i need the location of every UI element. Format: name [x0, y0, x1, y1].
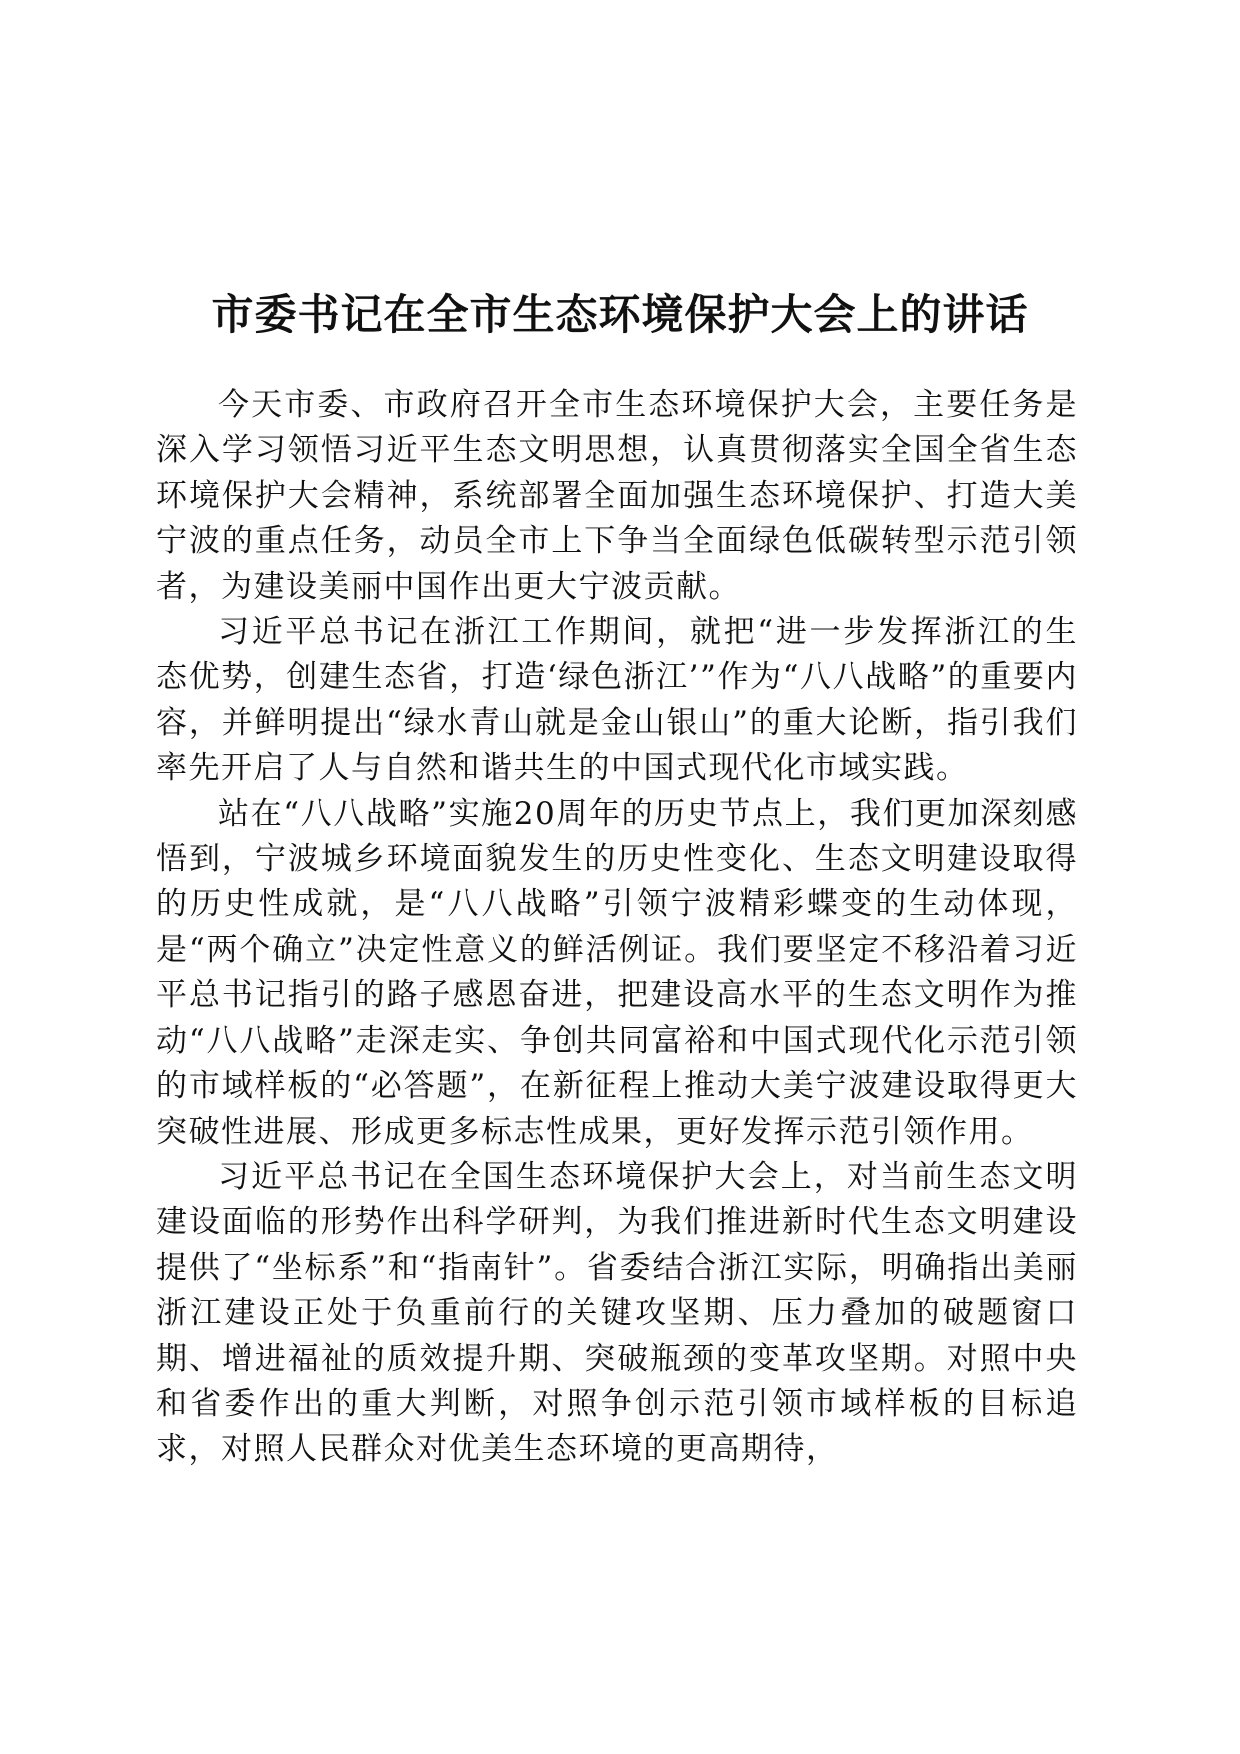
paragraph-2: 习近平总书记在浙江工作期间，就把“进一步发挥浙江的生态优势，创建生态省，打造‘绿色浙江’”作为“八八战略”的重要内容，并鲜明提出“绿水青山就是金山银山”的重大论断，指引我们率先开启了人与自然和谐共生的中国式现代化市域实践。 [156, 614, 1078, 787]
paragraph-1: 今天市委、市政府召开全市生态环境保护大会，主要任务是深入学习领悟习近平生态文明思想，认真贯彻落实全国全省生态环境保护大会精神，系统部署全面加强生态环境保护、打造大美宁波的重点任务，动员全市上下争当全面绿色低碳转型示范引领者，为建设美丽中国作出更大宁波贡献。 [156, 387, 1078, 605]
document-body [156, 383, 1078, 1473]
paragraph-3: 站在“八八战略”实施20周年的历史节点上，我们更加深刻感悟到，宁波城乡环境面貌发生的历史性变化、生态文明建设取得的历史性成就，是“八八战略”引领宁波精彩蝶变的生动体现，是“两个确立”决定性意义的鲜活例证。我们要坚定不移沿着习近平总书记指引的路子感恩奋进，把建设高水平的生态文明作为推动“八八战略”走深走实、争创共同富裕和中国式现代化示范引领的市域样板的“必答题”，在新征程上推动大美宁波建设取得更大突破性进展、形成更多标志性成果，更好发挥示范引领作用。 [156, 795, 1078, 1150]
paragraph-4: 习近平总书记在全国生态环境保护大会上，对当前生态文明建设面临的形势作出科学研判，为我们推进新时代生态文明建设提供了“坐标系”和“指南针”。省委结合浙江实际，明确指出美丽浙江建设正处于负重前行的关键攻坚期、压力叠加的破题窗口期、增进福祉的质效提升期、突破瓶颈的变革攻坚期。对照中央和省委作出的重大判断，对照争创示范引领市域样板的目标追求，对照人民群众对优美生态环境的更高期待， [156, 1158, 1078, 1468]
document-title: 市委书记在全市生态环境保护大会上的讲话 [211, 290, 1029, 340]
